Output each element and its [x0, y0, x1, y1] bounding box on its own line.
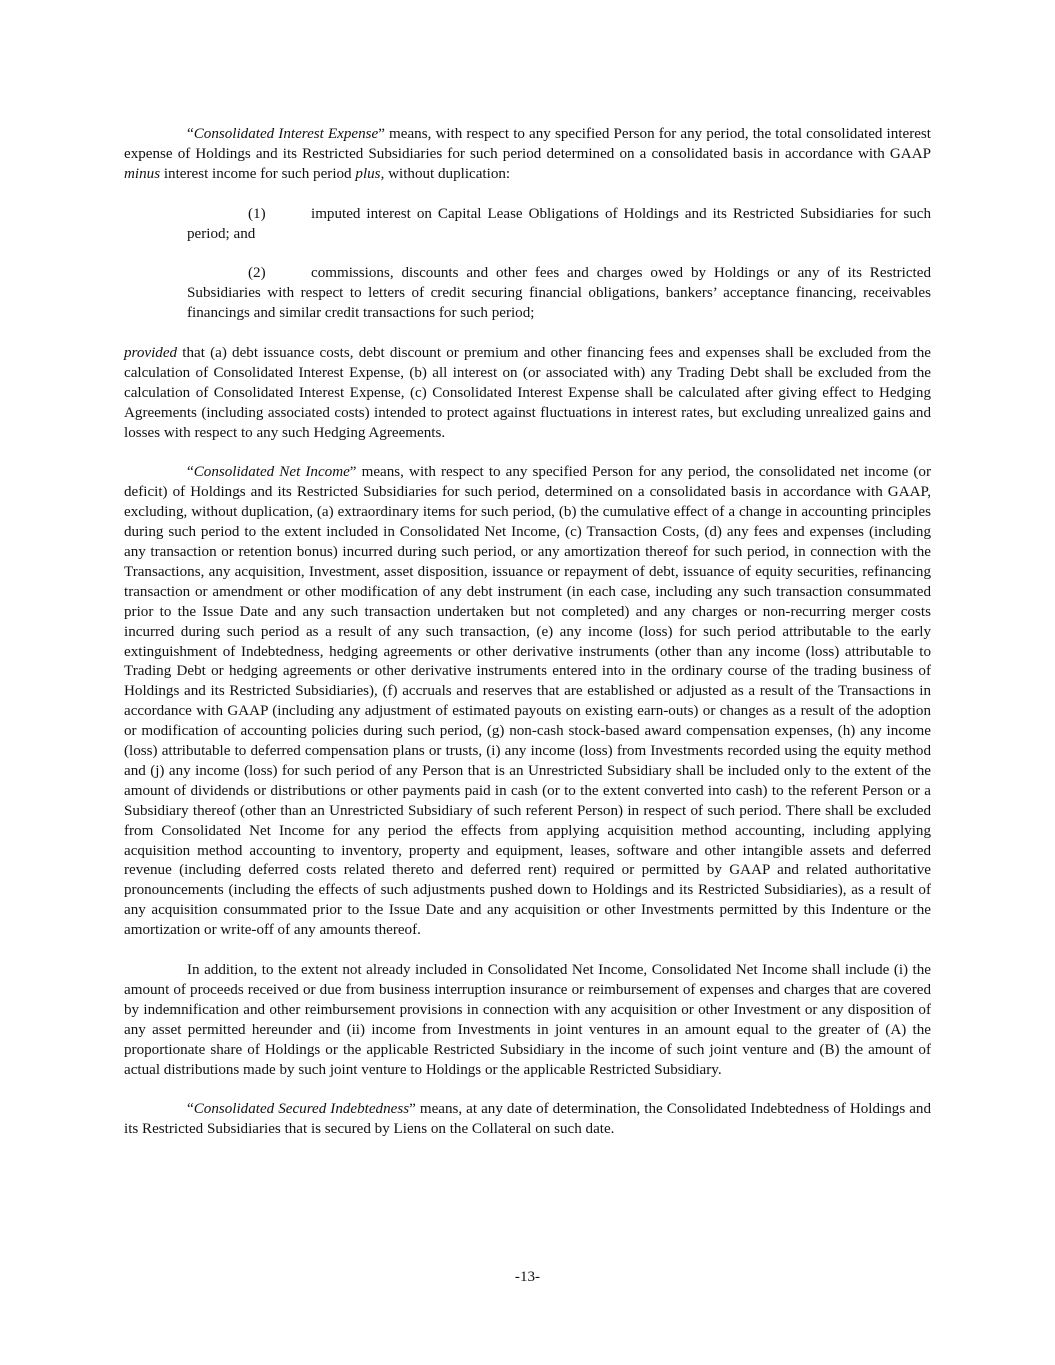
italic-plus: plus — [355, 165, 381, 182]
definition-consolidated-interest-expense — [124, 125, 931, 185]
proviso-paragraph — [124, 344, 931, 444]
open-quote: “ — [187, 126, 194, 142]
item-number: (2) — [248, 265, 266, 282]
proviso-text: that (a) debt issuance costs, debt discount or premium and other financing fees and expenses shall be excluded from the calculation of Consolidated Interest Expense, (b) all interest on (or associated with) any Trading Debt shall be excluded from the calculation of Consolidated Interest Expense, (c) Consolidated Interest Expense shall be calculated after giving effect to Hedging Agreements (including associated costs) intended to protect against fluctuations in interest rates, but excluding unrealized gains and losses with respect to any such Hedging Agreements. — [124, 344, 931, 441]
defined-term: Consolidated Secured Indebtedness — [193, 1101, 410, 1118]
definition-text: ” means, with respect to any specified Person for any period, the total consolidated interest expense of Holdings and its Restricted Subsidiaries for such period determined on a consolidated basis in accordance with GAAP — [124, 126, 931, 162]
additional-net-income-paragraph — [124, 961, 931, 1080]
item-text: imputed interest on Capital Lease Obligations of Holdings and its Restricted Subsidiaries for such period; and — [187, 205, 931, 242]
definition-consolidated-secured-indebtedness — [124, 1100, 931, 1140]
list-item — [187, 264, 931, 324]
open-quote: “ — [187, 1101, 194, 1118]
italic-provided: provided — [124, 344, 178, 361]
paragraph-text: In addition, to the extent not already included in Consolidated Net Income, Consolidated Net Income shall include (i) the amount of proceeds received or due from business interruption insurance or reimbursement of expenses and charges that are covered by indemnification and other reimbursement provisions in connection with any acquisition or other Investment or any disposition of any asset permitted hereunder and (ii) income from Investments in joint ventures in an amount equal to the greater of (A) the proportionate share of Holdings or the applicable Restricted Subsidiary in the income of such joint venture and (B) the amount of actual distributions made by such joint venture to Holdings or the applicable Restricted Subsidiary. — [124, 961, 931, 1078]
defined-term: Consolidated Net Income — [193, 464, 350, 481]
italic-minus: minus — [124, 165, 161, 182]
item-number: (1) — [248, 205, 266, 222]
definition-text: ” means, with respect to any specified Person for any period, the consolidated net income (or deficit) of Holdings and its Restricted Subsidiaries for such period, determined on a consolidated basis in accordance with GAAP, excluding, without duplication, (a) extraordinary items for such period, (b) the cumulative effect of a change in accounting principles during such period to the extent included in Consolidated Net Income, (c) Transaction Costs, (d) any fees and expenses (including any transaction or retention bonus) incurred during such period, or any amortization thereof for such period, in connection with the Transactions, any acquisition, Investment, asset disposition, issuance or repayment of debt, issuance of equity securities, refinancing transaction or amendment or other modification of any debt instrument (in each case, including any such transaction consummated prior to the Issue Date and any such transaction undertaken but not completed) and any charges or non-recurring merger costs incurred during such period as a result of any such transaction, (e) any income (loss) for such period attributable to the early extinguishment of Indebtedness, hedging agreements or other derivative instruments (other than any income (loss) attributable to Trading Debt or hedging agreements or other derivative instruments entered into in the ordinary course of the trading business of Holdings and its Restricted Subsidiaries), (f) accruals and reserves that are established or adjusted as a result of the Transactions in accordance with GAAP (including any adjustment of estimated payouts on existing earn-outs) or changes as a result of the adoption or modification of accounting policies during such period, (g) non-cash stock-based award compensation expenses, (h) any income (loss) attributable to deferred compensation plans or trusts, (i) any income (loss) from Investments recorded using the equity method and (j) any income (loss) for such period of any Person that is an Unrestricted Subsidiary shall be included only to the extent of the amount of dividends or distributions or other payments paid in cash (or to the extent converted into cash) to the referent Person or a Subsidiary thereof (other than an Unrestricted Subsidiary of such referent Person) in respect of such period. There shall be excluded from Consolidated Net Income for any period the effects from applying acquisition method accounting, including applying acquisition method accounting to inventory, property and equipment, leases, software and other intangible assets and deferred revenue (including deferred costs related thereto and deferred rent) required or permitted by GAAP and related authoritative pronouncements (including the effects of such adjustments pushed down to Holdings and its Restricted Subsidiaries), as a result of any acquisition consummated prior to the Issue Date and any acquisition or other Investments permitted by this Indenture or the amortization or write-off of any amounts thereof. — [124, 464, 931, 939]
item-text: commissions, discounts and other fees and charges owed by Holdings or any of its Restricted Subsidiaries with respect to letters of credit securing financial obligations, bankers’ acceptance financing, receivables financings and similar credit transactions for such period; — [187, 265, 931, 322]
definition-text: interest income for such period — [160, 165, 356, 182]
definition-consolidated-net-income — [124, 463, 931, 941]
definition-text: ” means, at any date of determination, the Consolidated Indebtedness of Holdings and its Restricted Subsidiaries that is secured by Liens on the Collateral on such date. — [124, 1101, 932, 1138]
open-quote: “ — [187, 464, 194, 481]
defined-term: Consolidated Interest Expense — [193, 126, 379, 142]
list-item — [187, 205, 931, 245]
page-number: -13- — [514, 1269, 541, 1285]
definition-text: , without duplication: — [380, 165, 511, 182]
document-page — [124, 125, 931, 1160]
